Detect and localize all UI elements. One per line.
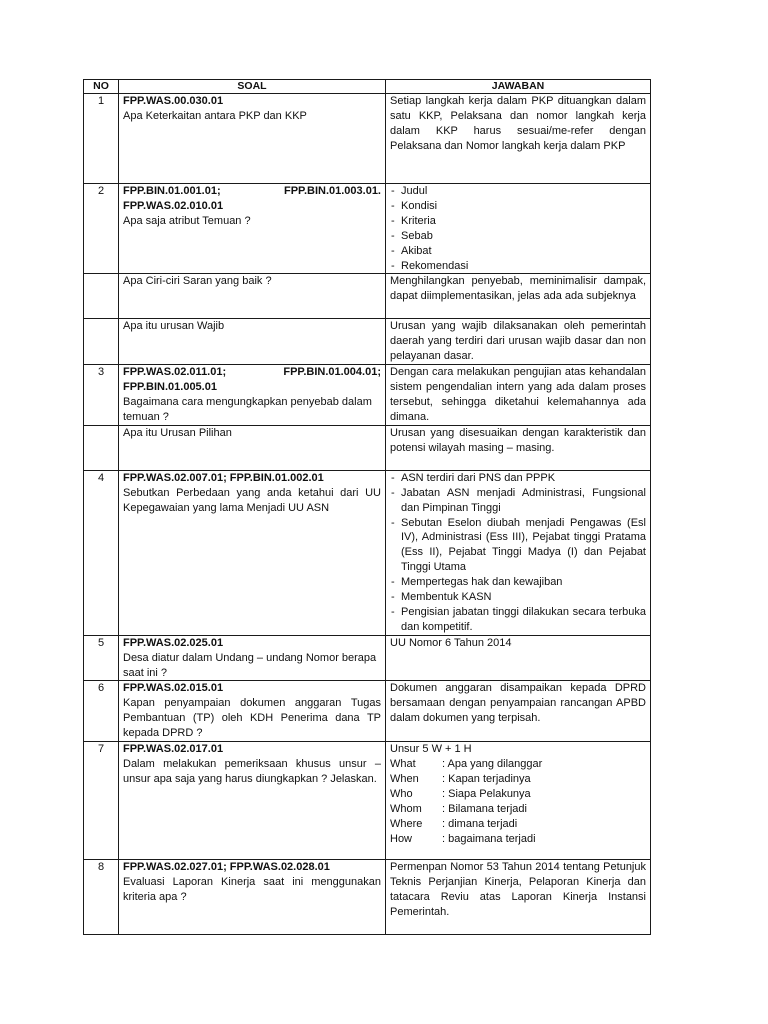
answer-text: Urusan yang disesuaikan dengan karakteristik dan potensi wilayah masing – masing. [386, 425, 651, 470]
table-row [84, 94, 651, 184]
question-code: FPP.WAS.02.017.01 [123, 743, 224, 756]
question-text: Kapan penyampaian dokumen anggaran Tugas Pembantuan (TP) oleh KDH Penerima dana TP kepada DPRD ? [123, 697, 381, 740]
answer-cell [386, 742, 651, 860]
question-code: FPP.WAS.02.011.01; [123, 366, 227, 379]
item-value: : Apa yang dilanggar [442, 758, 543, 770]
row-number: 8 [84, 860, 119, 935]
header-no: NO [84, 80, 119, 94]
item-key: When [390, 772, 419, 785]
row-number [84, 274, 119, 319]
row-number: 5 [84, 635, 119, 681]
question-code: FPP.BIN.01.001.01; [123, 185, 221, 197]
list-item [390, 802, 646, 817]
question-code: FPP.WAS.00.030.01 [123, 95, 224, 107]
question-text: Apa Ciri-ciri Saran yang baik ? [119, 274, 386, 319]
question-code: FPP.WAS.02.015.01 [123, 682, 224, 695]
row-number: 2 [84, 184, 119, 274]
qa-table [83, 79, 651, 935]
list-item [390, 772, 646, 787]
item-value: : dimana terjadi [442, 817, 518, 830]
list-item: - Membentuk KASN [390, 590, 646, 605]
question-text: Evaluasi Laporan Kinerja saat ini menggunakan kriteria apa ? [123, 876, 381, 903]
row-number: 3 [84, 365, 119, 426]
answer-cell [386, 470, 651, 635]
question-text: Apa Keterkaitan antara PKP dan KKP [123, 109, 307, 122]
item-key: How [390, 832, 413, 845]
answer-text: Permenpan Nomor 53 Tahun 2014 tentang Petunjuk Teknis Perjanjian Kinerja, Pelaporan Kinerja dan tatacara Reviu atas Laporan Kinerja Instansi Pemerintah. [386, 860, 651, 935]
row-number [84, 425, 119, 470]
answer-list [390, 471, 646, 635]
list-item: - Rekomendasi [390, 259, 646, 274]
table-row [84, 425, 651, 470]
table-row [84, 470, 651, 635]
question-cell [119, 94, 386, 184]
question-text: Apa itu Urusan Pilihan [119, 425, 386, 470]
answer-cell [386, 184, 651, 274]
item-key: Who [390, 787, 413, 800]
list-item: - Akibat [390, 244, 646, 259]
list-item: - Judul [390, 184, 646, 199]
table-row [84, 860, 651, 935]
list-item: - Kondisi [390, 199, 646, 214]
question-code: FPP.BIN.01.004.01; [283, 366, 381, 379]
question-code: FPP.WAS.02.025.01 [123, 636, 224, 649]
question-text: Bagaimana cara mengungkapkan penyebab dalam temuan ? [123, 395, 372, 423]
item-key: Where [390, 817, 423, 830]
list-item: - Sebab [390, 229, 646, 244]
table-row [84, 274, 651, 319]
list-item [390, 787, 646, 802]
answer-intro: Unsur 5 W + 1 H [390, 743, 472, 756]
item-key: Whom [390, 802, 422, 815]
question-code: FPP.BIN.01.003.01. [283, 185, 381, 197]
question-code: FPP.WAS.02.007.01; FPP.BIN.01.002.01 [123, 471, 324, 484]
question-text: Apa saja atribut Temuan ? [123, 214, 251, 227]
table-header-row [84, 80, 651, 94]
list-item: - ASN terdiri dari PNS dan PPPK [390, 471, 646, 486]
question-text: Desa diatur dalam Undang – undang Nomor berapa saat ini ? [123, 651, 377, 679]
list-item: - Jabatan ASN menjadi Administrasi, Fungsional dan Pimpinan Tinggi [390, 486, 646, 516]
list-item: - Sebutan Eselon diubah menjadi Pengawas (Esl IV), Administrasi (Ess III), Pejabat tinggi Pratama (Ess II), Pejabat Tinggi Madya (I) dan Pejabat Tinggi Utama [390, 516, 646, 576]
question-code: FPP.WAS.02.027.01; FPP.WAS.02.028.01 [123, 861, 330, 874]
question-code: FPP.WAS.02.010.01 [123, 199, 224, 212]
question-code: FPP.BIN.01.005.01 [123, 381, 217, 394]
question-cell [119, 470, 386, 635]
item-value: : bagaimana terjadi [442, 832, 536, 845]
answer-list [390, 184, 646, 273]
list-item: - Mempertegas hak dan kewajiban [390, 575, 646, 590]
list-item [390, 832, 646, 847]
list-item [390, 757, 646, 772]
table-row [84, 365, 651, 426]
table-row [84, 319, 651, 365]
question-codes [123, 365, 381, 380]
header-soal: SOAL [119, 80, 386, 94]
question-text: Sebutkan Perbedaan yang anda ketahui dari UU Kepegawaian yang lama Menjadi UU ASN [123, 486, 381, 514]
list-item [390, 817, 646, 832]
item-value: : Kapan terjadinya [442, 772, 531, 785]
question-cell [119, 365, 386, 426]
list-item: - Pengisian jabatan tinggi dilakukan secara terbuka dan kompetitif. [390, 605, 646, 635]
item-value: : Bilamana terjadi [442, 802, 527, 815]
answer-text: UU Nomor 6 Tahun 2014 [386, 635, 651, 681]
question-cell [119, 681, 386, 742]
question-cell [119, 742, 386, 860]
item-key: What [390, 758, 416, 770]
answer-text: Menghilangkan penyebab, meminimalisir dampak, dapat diimplementasikan, jelas ada ada subjeknya [386, 274, 651, 319]
question-text: Dalam melakukan pemeriksaan khusus unsur – unsur apa saja yang harus diungkapkan ? Jelaskan. [123, 758, 381, 785]
question-text: Apa itu urusan Wajib [119, 319, 386, 365]
row-number: 7 [84, 742, 119, 860]
question-cell [119, 860, 386, 935]
row-number: 6 [84, 681, 119, 742]
question-cell [119, 635, 386, 681]
table-row [84, 681, 651, 742]
row-number [84, 319, 119, 365]
table-row [84, 635, 651, 681]
table-row [84, 742, 651, 860]
question-cell [119, 184, 386, 274]
question-codes [123, 184, 381, 199]
answer-text: Setiap langkah kerja dalam PKP dituangkan dalam satu KKP, Pelaksana dan nomor langkah kerja dalam KKP harus sesuai/me-refer dengan Pelaksana dan Nomor langkah kerja dalam PKP [386, 94, 651, 184]
answer-text: Dengan cara melakukan pengujian atas kehandalan sistem pengendalian intern yang ada dalam proses tersebut, sehingga diketahui kelemahannya ada dimana. [386, 365, 651, 426]
answer-text: Urusan yang wajib dilaksanakan oleh pemerintah daerah yang terdiri dari urusan wajib dasar dan non pelayanan dasar. [386, 319, 651, 365]
header-jawaban: JAWABAN [386, 80, 651, 94]
answer-text: Dokumen anggaran disampaikan kepada DPRD bersamaan dengan penyampaian rancangan APBD dalam dokumen yang terpisah. [386, 681, 651, 742]
item-value: : Siapa Pelakunya [442, 787, 531, 800]
row-number: 1 [84, 94, 119, 184]
row-number: 4 [84, 470, 119, 635]
list-item: - Kriteria [390, 214, 646, 229]
table-row [84, 184, 651, 274]
